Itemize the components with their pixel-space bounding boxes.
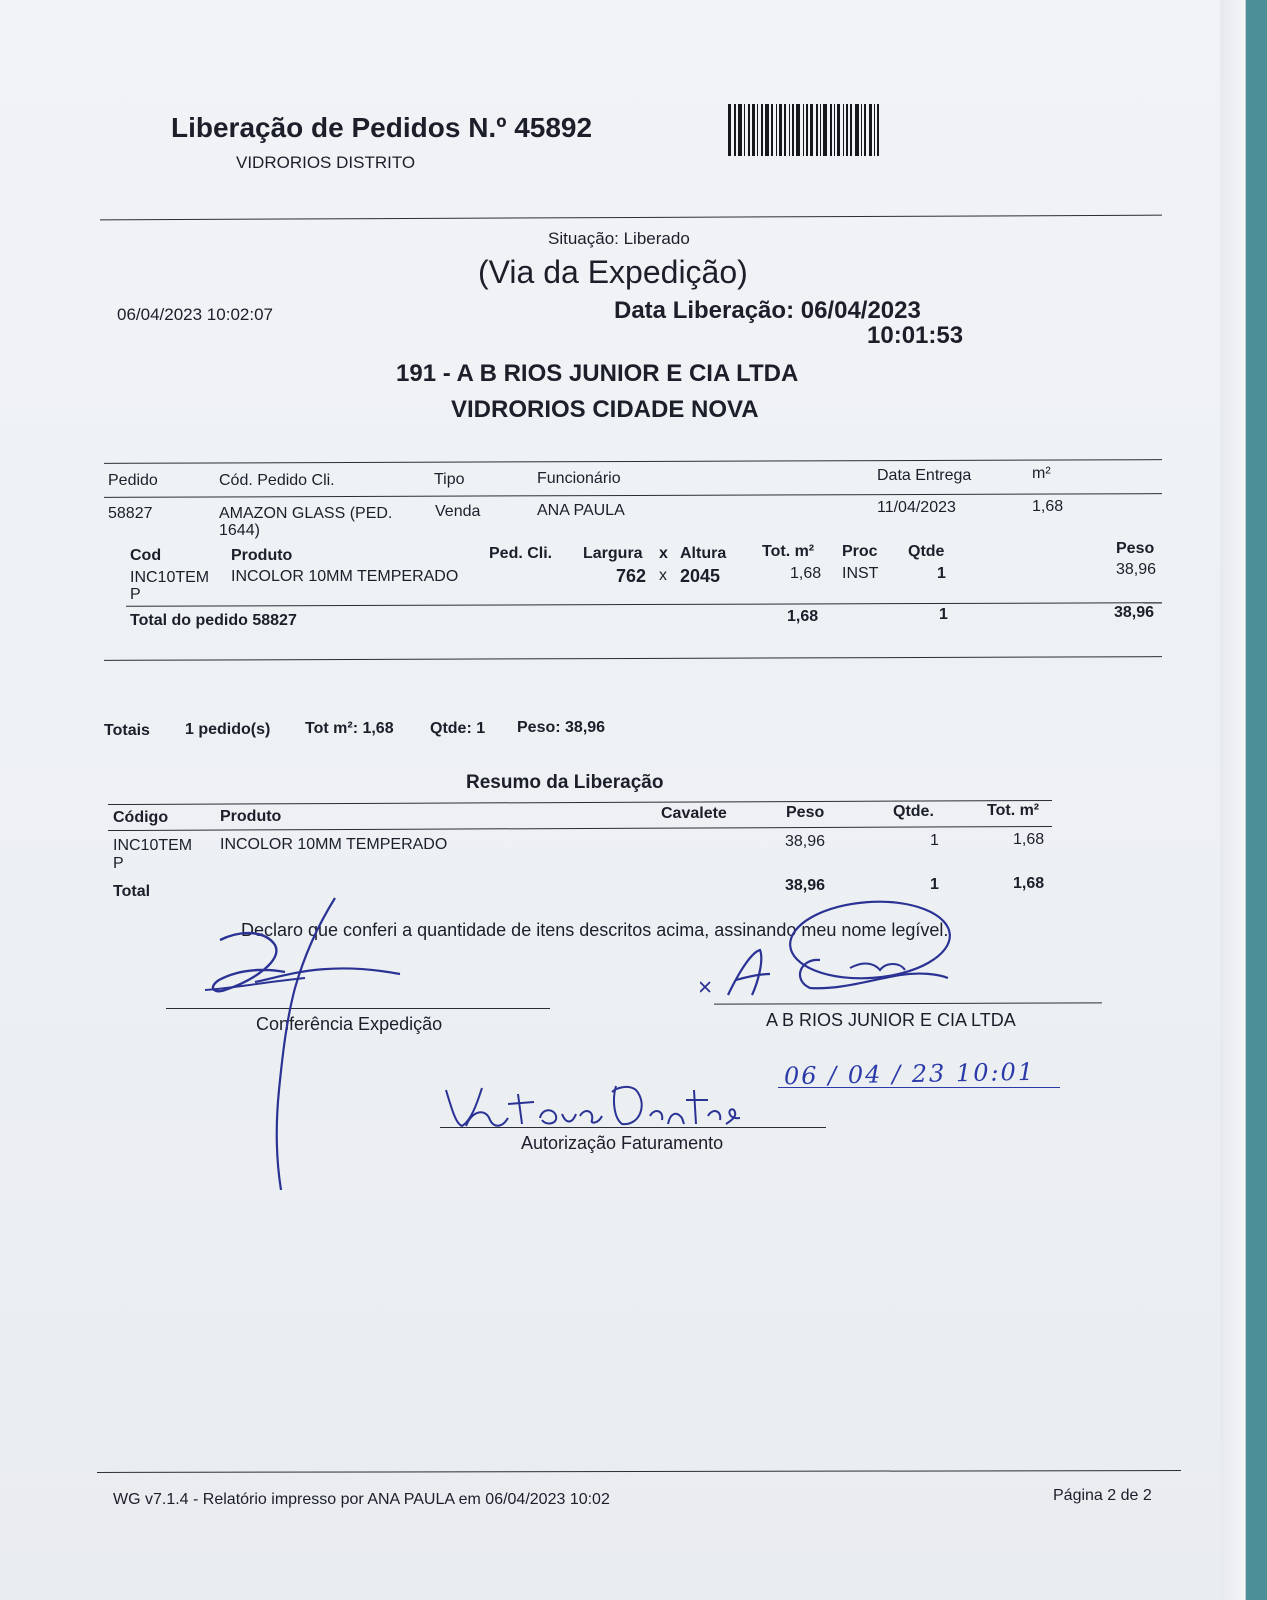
barcode-bar [765,104,769,156]
item-header-peso: Peso [1116,540,1155,557]
barcode-bar [806,104,808,156]
item-header-largura: Largura [583,545,643,562]
client-signature-caption: A B RIOS JUNIOR E CIA LTDA [766,1010,1016,1030]
barcode-bar [864,104,866,156]
delivery-date: 11/04/2023 [877,499,956,516]
barcode-bar [748,104,750,156]
printed-timestamp: 06/04/2023 10:02:07 [117,305,273,324]
col-header-pedido: Pedido [108,472,158,489]
barcode-bar [855,104,859,156]
col-header-cod-pedido-cli: Cód. Pedido Cli. [219,472,335,489]
item-dimension-x: x [659,567,667,584]
item-header-altura: Altura [680,545,727,562]
col-header-m2: m² [1032,465,1051,482]
item-code-cont: P [130,586,141,603]
barcode-bar [861,104,862,156]
item-header-produto: Produto [231,547,293,564]
barcode-bar [761,104,763,156]
barcode-bar [810,104,813,156]
totals-label: Totais [104,722,150,739]
handwritten-date-underline [778,1087,1060,1088]
barcode-bar [816,104,818,156]
barcode-bar [776,104,777,156]
item-qtde: 1 [937,565,946,582]
col-header-funcionario: Funcionário [537,470,621,487]
page-edge [1220,0,1245,1600]
summary-code-cont: P [113,855,124,872]
summary-m2: 1,68 [1013,831,1045,848]
barcode-bar [877,104,879,156]
item-header-x: x [659,545,668,562]
summary-header-codigo: Código [113,809,169,826]
summary-total-weight: 38,96 [785,877,826,894]
order-m2: 1,68 [1032,498,1064,515]
item-proc: INST [842,565,879,582]
item-header-tot-m2: Tot. m² [762,543,815,560]
summary-weight: 38,96 [785,833,826,850]
barcode-bar [846,104,848,156]
totals-qtde: Qtde: 1 [430,720,486,737]
client-name: 191 - A B RIOS JUNIOR E CIA LTDA [396,360,799,387]
summary-header-tot-m2: Tot. m² [987,802,1040,819]
document-title: Liberação de Pedidos N.º 45892 [171,112,593,143]
summary-product: INCOLOR 10MM TEMPERADO [220,836,448,853]
item-product: INCOLOR 10MM TEMPERADO [231,568,459,585]
summary-total-qtde: 1 [930,876,939,893]
barcode-bar [789,104,790,156]
issuer-name: VIDRORIOS DISTRITO [236,153,416,172]
page-number: Página 2 de 2 [1053,1487,1152,1504]
billing-signature [442,1080,742,1135]
barcode-bar [803,104,804,156]
summary-total-m2: 1,68 [1013,875,1045,892]
item-header-cod: Cod [130,547,162,564]
barcode [728,104,916,156]
item-code: INC10TEM [130,569,210,586]
barcode-bar [823,104,827,156]
barcode-bar [820,104,821,156]
totals-weight: Peso: 38,96 [517,719,606,736]
declaration-text: Declaro que conferi a quantidade de itens descritos acima, assinando meu nome legível. [241,920,949,940]
footer-print-info: WG v7.1.4 - Relatório impresso por ANA PAULA em 06/04/2023 10:02 [113,1491,610,1508]
totals-orders: 1 pedido(s) [185,721,271,738]
barcode-bar [837,104,840,156]
order-total-m2: 1,68 [787,608,819,625]
summary-header-peso: Peso [786,804,825,821]
item-height: 2045 [680,566,721,586]
barcode-bar [843,104,844,156]
barcode-bar [850,104,852,156]
item-header-proc: Proc [842,543,878,560]
client-signature [700,900,980,1010]
item-header-ped-cli: Ped. Cli. [489,545,553,562]
barcode-bar [757,104,758,156]
summary-total-label: Total [113,883,151,900]
totals-m2: Tot m²: 1,68 [305,720,394,737]
barcode-bar [830,104,832,156]
summary-header-qtde: Qtde. [893,803,934,820]
order-employee: ANA PAULA [537,502,625,519]
item-header-qtde: Qtde [908,543,945,560]
summary-header-cavalete: Cavalete [661,805,727,822]
barcode-bar [784,104,786,156]
barcode-bar [738,104,742,156]
barcode-bar [792,104,794,156]
expedition-signature [195,890,425,1200]
item-weight: 38,96 [1116,561,1157,578]
client-branch: VIDRORIOS CIDADE NOVA [451,396,759,423]
item-tot-m2: 1,68 [790,565,822,582]
barcode-bar [869,104,872,156]
release-date: Data Liberação: 06/04/2023 [614,297,921,324]
barcode-bar [728,104,731,156]
item-width: 762 [616,566,647,586]
expedition-caption: Conferência Expedição [256,1014,443,1034]
order-type: Venda [435,503,481,520]
barcode-bar [834,104,835,156]
summary-header-produto: Produto [220,808,282,825]
order-total-qtde: 1 [939,606,948,623]
order-number: 58827 [108,505,153,522]
barcode-bar [779,104,782,156]
handwritten-date: 06 / 04 / 23 10:01 [783,1057,1036,1091]
barcode-bar [771,104,773,156]
summary-title: Resumo da Liberação [466,772,664,793]
barcode-bar [752,104,755,156]
barcode-bar [796,104,800,156]
release-time: 10:01:53 [867,322,964,349]
summary-code: INC10TEM [113,837,193,854]
barcode-bar [744,104,745,156]
status-label: Situação: Liberado [548,229,690,248]
barcode-bar [734,104,736,156]
col-header-tipo: Tipo [434,471,465,488]
order-total-weight: 38,96 [1114,604,1155,621]
client-order-code-cont: 1644) [219,522,260,539]
client-order-code: AMAZON GLASS (PED. [219,505,393,522]
summary-qtde: 1 [930,832,939,849]
col-header-data-entrega: Data Entrega [877,467,972,484]
billing-caption: Autorização Faturamento [521,1133,724,1153]
copy-type: (Via da Expedição) [478,254,748,290]
order-total-label: Total do pedido 58827 [130,612,297,629]
barcode-bar [874,104,875,156]
